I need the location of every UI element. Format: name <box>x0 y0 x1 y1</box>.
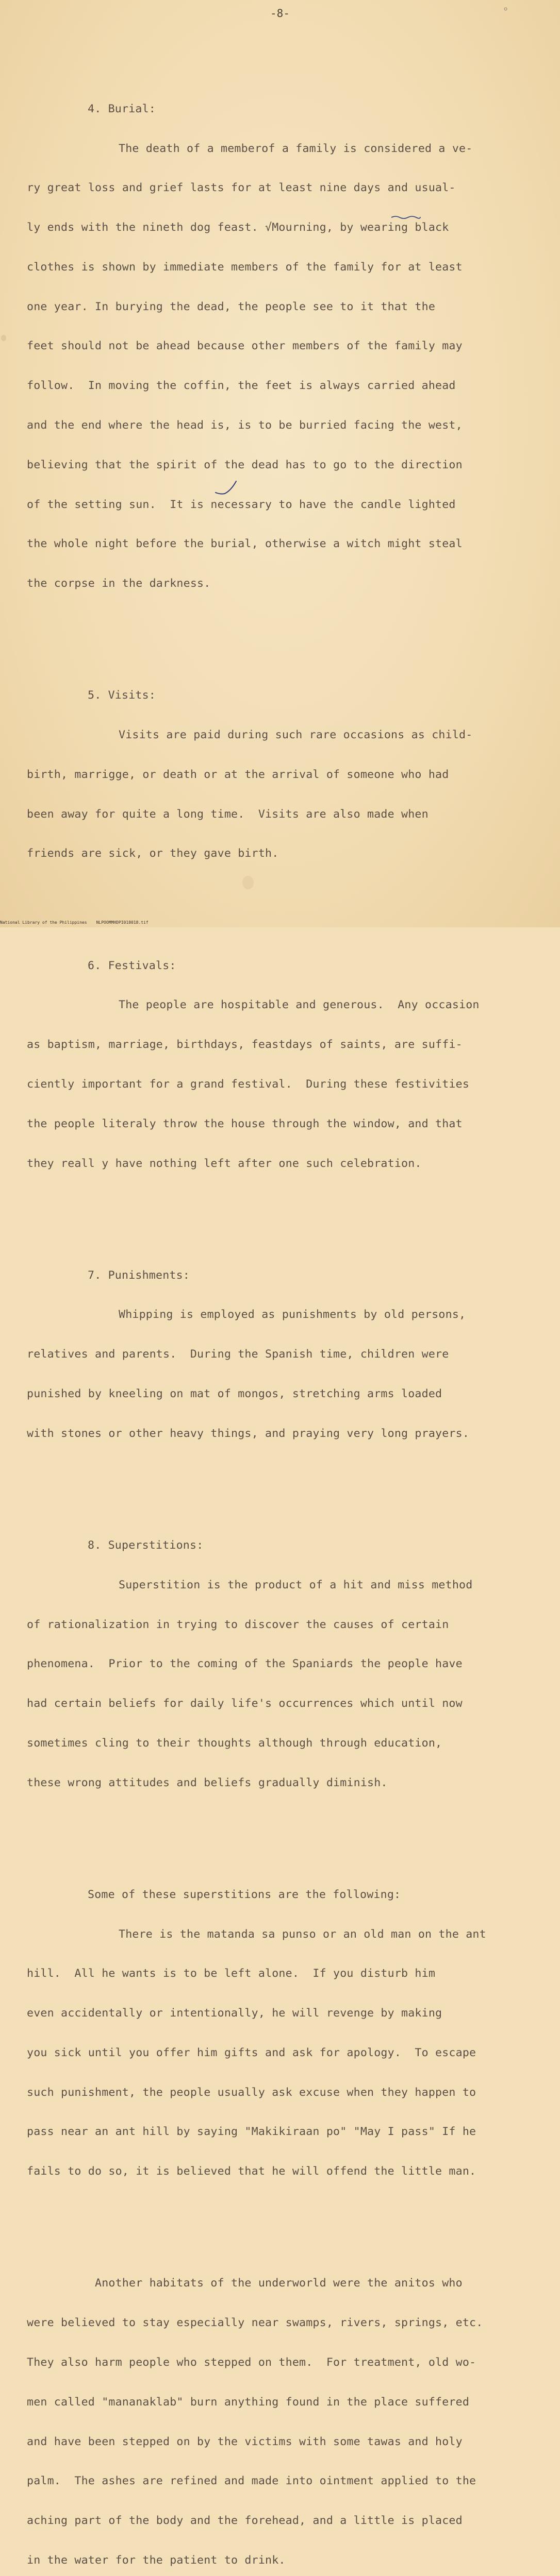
text-line: been away for quite a long time. Visits are also made when <box>27 807 429 821</box>
paper-stain <box>1 335 6 341</box>
text-line: The death of a memberof a family is considered a ve- <box>119 142 473 155</box>
text-line: Whipping is employed as punishments by old persons, <box>119 1308 466 1321</box>
text-line: Another habitats of the underworld were the anitos who <box>95 2277 463 2290</box>
text-line: pass near an ant hill by saying "Makikiraan po" "May I pass" If he <box>27 2125 476 2139</box>
text-line: follow. In moving the coffin, the feet is always carried ahead <box>27 379 456 393</box>
text-line: They also harm people who stepped on them. For treatment, old wo- <box>27 2355 476 2369</box>
section-heading: 5. Visits: <box>88 689 156 702</box>
text-line: ciently important for a grand festival. During these festivities <box>27 1077 470 1091</box>
text-line: of rationalization in trying to discover the causes of certain <box>27 1618 449 1631</box>
text-line: The people are hospitable and generous. Any occasion <box>119 998 480 1012</box>
text-line: of the setting sun. It is necessary to have the candle lighted <box>27 498 456 511</box>
text-line: ly ends with the nineth dog feast. √Mourning, by wearing black <box>27 221 449 234</box>
text-line: fails to do so, it is believed that he will offend the little man. <box>27 2165 476 2178</box>
text-line: were believed to stay especially near swamps, rivers, springs, etc. <box>27 2316 483 2330</box>
text-line: the people literaly throw the house through the window, and that <box>27 1117 463 1130</box>
text-line: the corpse in the darkness. <box>27 577 211 590</box>
text-line: palm. The ashes are refined and made into ointment applied to the <box>27 2475 476 2488</box>
text-line: had certain beliefs for daily life's occurrences which until now <box>27 1697 463 1710</box>
text-line: ry great loss and grief lasts for at least nine days and usual- <box>27 181 456 195</box>
handwritten-checkmark-icon <box>213 479 239 500</box>
text-line: the whole night before the burial, otherwise a witch might steal <box>27 537 463 551</box>
text-line: even accidentally or intentionally, he will revenge by making <box>27 2007 442 2020</box>
text-line: relatives and parents. During the Spanish time, children were <box>27 1348 449 1361</box>
footer-library: National Library of the Philippines <box>0 920 87 925</box>
text-line: you sick until you offer him gifts and ask for apology. To escape <box>27 2046 476 2059</box>
text-line: birth, marrigge, or death or at the arrival of someone who had <box>27 768 449 781</box>
text-line: men called "mananaklab" burn anything found in the place suffered <box>27 2395 470 2409</box>
text-line: as baptism, marriage, birthdays, feastdays of saints, are suffi- <box>27 1038 463 1052</box>
text-line: Some of these superstitions are the following: <box>88 1888 401 1901</box>
text-line: phenomena. Prior to the coming of the Spaniards the people have <box>27 1657 463 1671</box>
text-line: one year. In burying the dead, the people see to it that the <box>27 300 436 313</box>
text-line: they reall y have nothing left after one such celebration. <box>27 1157 422 1170</box>
section-heading: 6. Festivals: <box>88 959 176 972</box>
text-line: hill. All he wants is to be left alone. If you disturb him <box>27 1967 436 1980</box>
text-line: clothes is shown by immediate members of the family for at least <box>27 260 463 274</box>
text-line: in the water for the patient to drink. <box>27 2553 286 2567</box>
section-heading: 4. Burial: <box>88 102 156 115</box>
text-line: and have been stepped on by the victims with some tawas and holy <box>27 2435 463 2448</box>
footer <box>0 920 158 925</box>
text-line: these wrong attitudes and beliefs gradually diminish. <box>27 1776 388 1789</box>
document-body <box>27 63 542 2576</box>
text-line: with stones or other heavy things, and praying very long prayers. <box>27 1427 470 1440</box>
text-line: such punishment, the people usually ask excuse when they happen to <box>27 2086 476 2099</box>
text-line: Superstition is the product of a hit and miss method <box>119 1578 473 1591</box>
text-line: There is the matanda sa punso or an old man on the ant <box>119 1927 486 1941</box>
text-line: feet should not be ahead because other members of the family may <box>27 340 463 353</box>
text-line: and the end where the head is, is to be burried facing the west, <box>27 419 463 432</box>
handwritten-underline-icon <box>390 215 421 220</box>
text-line: friends are sick, or they gave birth. <box>27 847 279 860</box>
page-number: -8- <box>270 7 290 20</box>
text-line: sometimes cling to their thoughts although through education, <box>27 1736 442 1750</box>
text-line: punished by kneeling on mat of mongos, stretching arms loaded <box>27 1387 442 1400</box>
footer-file: NLPOOMMHDPI018018.tif <box>96 920 149 925</box>
text-line: Visits are paid during such rare occasions as child- <box>119 728 473 742</box>
section-heading: 7. Punishments: <box>88 1268 190 1282</box>
margin-mark: ⸰ <box>503 4 508 14</box>
text-line: aching part of the body and the forehead, and a little is placed <box>27 2514 463 2528</box>
text-line: believing that the spirit of the dead has to go to the direction <box>27 458 463 471</box>
section-heading: 8. Superstitions: <box>88 1538 204 1552</box>
